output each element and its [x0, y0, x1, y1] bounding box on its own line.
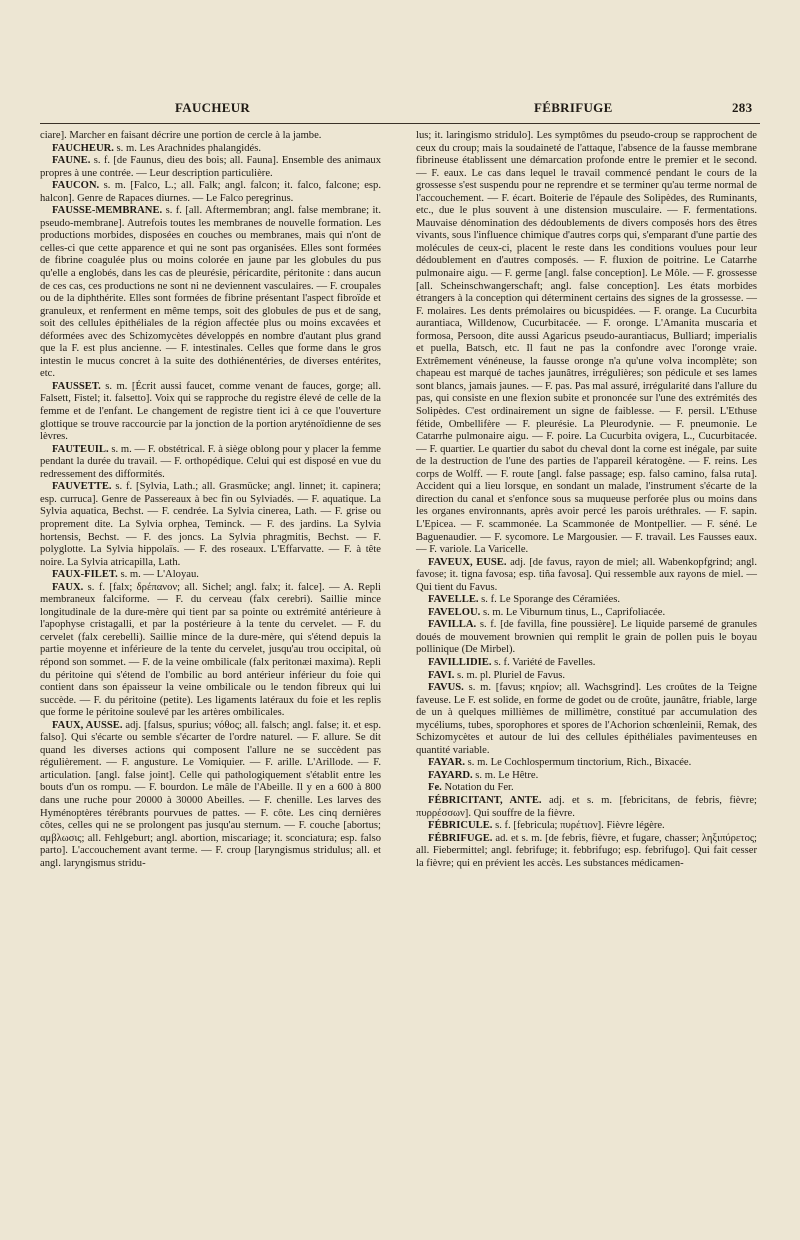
entry-definition: ciare]. Marcher en faisant décrire une portion de cercle à la jambe. — [40, 130, 322, 141]
entry-definition: s. m. — F. obstétrical. F. à siège oblong pour y placer la femme pendant la durée du travail. — F. orthopédique. Celui qui est disposé en vue du redressement des difformités. — [40, 443, 381, 480]
entry-definition: ad. et s. m. [de febris, fièvre, et fugare, chasser; ληξιπύρετος; all. Fiebermittel; angl. febrifuge; it. febbrifugo; esp. febrifugo]. Qui fait cesser la fièvre; qui en prévient les accès. Les substances médicamen- — [416, 832, 757, 869]
entry-definition: s. m. [Falco, L.; all. Falk; angl. falcon; it. falco, falcone; esp. halcon]. Genre de Rapaces diurnes. — Le Falco peregrinus. — [40, 180, 381, 204]
dictionary-entry — [416, 757, 757, 770]
entry-headword: FAUNE. — [52, 155, 91, 167]
entry-headword: FÉBRIFUGE. — [428, 832, 493, 844]
entry-headword: FAUSSET. — [52, 380, 101, 392]
dictionary-entry — [416, 833, 757, 871]
entry-headword: FAUSSE-MEMBRANE. — [52, 205, 163, 217]
entry-headword: FÉBRICITANT, ANTE. — [428, 794, 542, 806]
entry-definition: s. m. Le Viburnum tinus, L., Caprifoliacée. — [480, 606, 666, 618]
dictionary-entry — [40, 720, 381, 871]
dictionary-entry — [416, 619, 757, 657]
dictionary-entry — [416, 782, 757, 795]
dictionary-entry — [416, 770, 757, 783]
entry-definition: s. f. Variété de Favelles. — [491, 656, 596, 668]
dictionary-entry — [416, 682, 757, 757]
dictionary-entry — [416, 657, 757, 670]
dictionary-entry — [40, 481, 381, 569]
dictionary-entry — [40, 155, 381, 180]
dictionary-entry — [416, 670, 757, 683]
entry-headword: FAVELLE. — [428, 594, 479, 606]
dictionary-entry — [40, 180, 381, 205]
dictionary-entry — [40, 205, 381, 381]
dictionary-entry — [416, 557, 757, 595]
entry-definition: s. m. Le Hêtre. — [472, 769, 539, 781]
header-left-word: FAUCHEUR — [175, 100, 251, 115]
entry-definition: s. m. [Écrit aussi faucet, comme venant de fauces, gorge; all. Falsett, Fistel; it. falsetto]. Voix qui se rapproche du registre élevé de celle de la femme et de l'enfant. Le changement de registre tient ici à ce que l'ouverture glottique se trouve raccourcie par la jonction de la portion aryténoïdienne de ses lèvres. — [40, 380, 381, 443]
entry-headword: FAUVETTE. — [52, 481, 112, 493]
entry-definition: adj. [falsus, spurius; νόθος; all. falsch; angl. false; it. et esp. falso]. Qui s'écarte ou semble s'écarter de l'ordre naturel. — F. allure. Se dit quand les diverses actions qui composent l'allure ne se succèdent pas régulièrement. — F. angusture. Le Vomiquier. — F. arille. L'Arillode. — F. articulation. [angl. false joint]. Celle qui pathologiquement s'établit entre les bouts d'un os rompu. — F. bourdon. Le mâle de l'Abeille. Il y en a 600 à 800 dans une ruche pour 20000 à 30000 Abeilles. — F. chenille. Les larves des Hyménoptères térébrants pourvues de pattes. — F. côte. Les cinq dernières côtes, celles qui ne se prolongent pas jusqu'au sternum. — F. couche [abortus; αμβλωσις; all. Fehlgeburt; angl. abortion, miscariage; it. sconciatura; esp. falso parto]. L'accouchement avant terme. — F. croup [laryngismus stridulus; all. et angl. laryngismus stridu- — [40, 719, 381, 869]
left-column — [40, 130, 381, 870]
entry-headword: FAUTEUIL. — [52, 443, 109, 455]
entry-headword: FAUCON. — [52, 180, 100, 192]
dictionary-entry — [40, 444, 381, 482]
entry-definition: s. m. pl. Pluriel de Favus. — [454, 669, 566, 681]
entry-headword: FAUCHEUR. — [52, 142, 114, 154]
entry-definition: s. f. [all. Aftermembran; angl. false membrane; it. pseudo-membrane]. Autrefois toutes les membranes de nouvelle formation. Les productions morbides, disposées en couches ou membranes, mais qui n'ont de celles-ci que cette apparence et qui ne sont pas organisées. Elles sont formées de fibrine coagulée plus ou moins colorée en jaune par les globules du pus qu'elle a englobés, dans les cas de pleurésie, péricardite, péritonite : dans aucun de ces cas, ces productions ne sont ni ne deviennent vasculaires. — F. croupales ou de la diphthérite. Elles sont formées de fibrine présentant l'aspect fibroïde et granuleux, et renferment en même temps, soit des globules de pus et de sang, soit des cellules épithéliales de la région affectée plus ou moins excavées et déformées avec des Schizomycètes développés en nombre d'autant plus grand que la F. est plus ancienne. — F. intestinales. Celles que forme dans le gros intestin le mucus concret à la suite des dothiénentéries, de diverses entérites, etc. — [40, 205, 381, 380]
entry-headword: FÉBRICULE. — [428, 820, 493, 832]
entry-headword: FAUX, AUSSE. — [52, 719, 123, 731]
entry-headword: FAUX. — [52, 581, 84, 593]
entry-headword: FAVILLIDIE. — [428, 656, 492, 668]
page-number: 283 — [732, 100, 753, 115]
entry-definition: s. f. Le Sporange des Céramiées. — [478, 594, 621, 606]
dictionary-entry — [40, 130, 381, 143]
dictionary-entry — [416, 130, 757, 557]
running-head — [0, 100, 800, 122]
right-column — [416, 130, 757, 870]
header-right-word: FÉBRIFUGE — [534, 100, 613, 115]
entry-definition: s. f. [Sylvia, Lath.; all. Grasmücke; angl. linnet; it. capinera; esp. curruca]. Genre de Passereaux à bec fin ou Sylviadés. — F. aquatique. La Sylvia aquatica, Bechst. — F. cendrée. La Sylvia cinerea, Lath. — F. grise ou proprement dite. La Sylvia orphea, Teminck. — F. des jardins. La Sylvia hortensis, Bechst. — F. des joncs. La Sylvia phragmitis, Bechst. — F. polyglotte. La Sylvia hippolaïs. — F. des roseaux. L'Effarvatte. — F. à tête noire. La Sylvia atricapilla, Lath. — [40, 481, 381, 568]
entry-definition: s. f. [febricula; πυρέτιον]. Fièvre légère. — [492, 820, 665, 832]
entry-definition: s. m. Les Arachnides phalangidés. — [113, 142, 262, 154]
entry-headword: FAVI. — [428, 669, 455, 681]
entry-definition: s. m. [favus; κηρίον; all. Wachsgrind]. Les croûtes de la Teigne faveuse. Le F. est solide, en forme de godet ou de croûte, jaunâtre, friable, large de un à quelques millièmes de millimètre, constitué par accumulation des mycéliums, tubes, sporophores et spores de l'Achorion schœnleinii, Remak, des Schizomycètes et autour de lui des cellules épithéliales pavimenteuses en quantité variable. — [416, 682, 757, 756]
entry-headword: FAYAR. — [428, 757, 465, 769]
dictionary-entry — [416, 820, 757, 833]
entry-headword: FAVELOU. — [428, 606, 481, 618]
entry-definition: s. m. Le Cochlospermum tinctorium, Rich., Bixacée. — [465, 757, 692, 769]
dictionary-entry — [40, 143, 381, 156]
dictionary-entry — [416, 795, 757, 820]
entry-headword: FAVILLA. — [428, 619, 477, 631]
entry-definition: lus; it. laringismo stridulo]. Les symptômes du pseudo-croup se rapprochent de ceux du croup; mais la soudaineté de l'attaque, l'absence de la fausse membrane fibrineuse établissent une démarcation profonde entre le premier et le second. — F. eaux. Le cas dans lequel le travail commencé pendant le cours de la grossesse s'est suspendu pour ne reprendre et se terminer qu'au terme normal de l'accouchement. — F. écart. Boiterie de l'épaule des Solipèdes, des Ruminants, etc., due le plus souvent à une distension musculaire. — F. fermentations. Mauvaise dénomination des dédoublements de divers composés hors des êtres vivants, sous l'influence chimique d'autres corps qui, s'emparant d'une partie des molécules de ceux-ci, placent le reste dans les conditions voulues pour leur dédoublement en d'autres composés. — F. fluxion de poitrine. Le Catarrhe pulmonaire aigu. — F. germe [angl. false conception]. Le Môle. — F. grossesse [all. Scheinschwangerschaft; angl. false conception]. Les états morbides étrangers à la conception qui déterminent certains des signes de la grossesse. — F. molaires. Les dents prémolaires ou bicuspidées. — F. orange. La Cucurbita aurantiaca, Willdenow, Cucurbitacée. — F. oronge. L'Amanita muscaria et formosa, Persoon, dite aussi Agaricus pseudo-aurantiacus, Bulliard; imperialis et puella, Batsch, etc. Il faut ne pas la confondre avec l'oronge vraie. Extrêmement vénéneuse, la fausse oronge n'a qu'une volva incomplète; son chapeau est marqué de taches jaunâtres, irrégulières; son pédicule et ses lames sont blancs, jamais jaunes. — F. pas. Pas mal assuré, irrégularité dans l'allure du pas, qui consiste en une flexion subite et prononcée sur l'une des extrémités des Solipèdes. C'est ordinairement un signe de faiblesse. — F. persil. L'Ethuse fétide, Ombellifère — F. pleurésie. La Pleurodynie. — F. pneumonie. Le Catarrhe pulmonaire aigu. — F. poire. La Cucurbita ovigera, L., Cucurbitacée. — F. quartier. Le quartier du sabot du cheval dont la corne est inégale, par suite de la destruction de l'une des parties de l'appareil kératogène. — F. reins. Les corps de Wolff. — F. route [angl. false passage; esp. falso camino, falsa ruta]. Accident qui a lieu lorsque, en sondant un malade, l'instrument s'écarte de la direction du canal et s'enfonce sous sa muqueuse perforée plus ou moins dans les organes environnants, après avoir percé les parois uréthrales. — F. sapin. L'Epicea. — F. scammonée. La Scammonée de Montpellier. — F. séné. Le Baguenaudier. — F. sycomore. Le Margousier. — F. travail. Les Fausses eaux. — F. variole. La Varicelle. — [416, 130, 757, 556]
entry-definition: s. f. [falx; δρέπανον; all. Sichel; angl. falx; it. falce]. — A. Repli membraneux falciforme. — F. du cerveau (falx cerebri). Saillie mince longitudinale de la dure-mère qui tient par sa pointe ou extrémité antérieure à l'apophyse cristagalli, et par la postérieure à la tente du cervelet. — F. du cervelet (falx cerebelli). Saillie mince de la dure-mère, qui s'étend depuis la partie moyenne et inférieure de la tente du cervelet, jusqu'au trou occipital, où répond son sommet. — F. de la veine ombilicale (falx peritonæi maxima). Repli du péritoine qui s'étend de l'ombilic au bord antérieur inférieur du foie qui contient dans son épaisseur la veine ombilicale ou le tendon fibreux qui lui succède. — F. du péritoine (petite). Les ligaments latéraux du foie et les replis que forme le péritoine soulevé par les artères ombilicales. — [40, 581, 381, 719]
entry-definition: s. f. [de favilla, fine poussière]. Le liquide parsemé de granules doués de mouvement brownien qui remplit le grain de pollen puis le boyau pollinique (De Mirbel). — [416, 619, 757, 656]
entry-headword: Fe. — [428, 782, 442, 794]
dictionary-entry — [40, 381, 381, 444]
entry-headword: FAVUS. — [428, 682, 464, 694]
dictionary-entry — [40, 569, 381, 582]
entry-definition: adj. [de favus, rayon de miel; all. Wabenkopfgrind; angl. favose; it. tigna favosa; esp. tiña favosa]. Qui ressemble aux rayons de miel. — Qui tient du Favus. — [416, 556, 758, 593]
entry-headword: FAVEUX, EUSE. — [428, 556, 507, 568]
dictionary-entry — [416, 607, 757, 620]
entry-headword: FAYARD. — [428, 769, 473, 781]
entry-definition: s. f. [de Faunus, dieu des bois; all. Fauna]. Ensemble des animaux propres à une contrée. — Leur description particulière. — [40, 155, 381, 179]
entry-definition: adj. et s. m. [febricitans, de febris, fièvre; πυρρέσσων]. Qui souffre de la fièvre. — [416, 794, 757, 819]
dictionary-entry — [40, 582, 381, 720]
entry-headword: FAUX-FILET. — [52, 569, 118, 581]
entry-definition: s. m. — L'Aloyau. — [117, 569, 199, 581]
entry-definition: Notation du Fer. — [441, 782, 514, 794]
dictionary-entry — [416, 594, 757, 607]
header-rule — [40, 123, 760, 124]
